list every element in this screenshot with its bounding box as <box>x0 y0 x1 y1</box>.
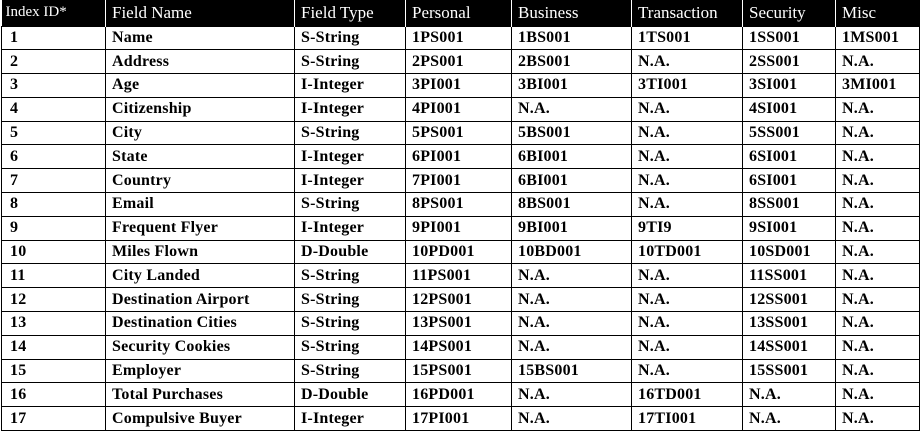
cell-business: N.A. <box>512 288 632 312</box>
table-row <box>2 121 920 145</box>
cell-transaction: 16TD001 <box>632 383 743 407</box>
cell-field-name: State <box>106 145 295 169</box>
cell-business: 6BI001 <box>512 145 632 169</box>
cell-personal: 11PS001 <box>406 264 512 288</box>
table-row <box>2 216 920 240</box>
cell-security: 8SS001 <box>743 193 836 217</box>
cell-index-id: 14 <box>2 335 106 359</box>
cell-security: 13SS001 <box>743 312 836 336</box>
cell-field-type: S-String <box>295 264 406 288</box>
cell-index-id: 2 <box>2 50 106 74</box>
cell-transaction: N.A. <box>632 169 743 193</box>
cell-field-type: I-Integer <box>295 407 406 431</box>
cell-field-name: Email <box>106 193 295 217</box>
cell-personal: 16PD001 <box>406 383 512 407</box>
cell-business: 2BS001 <box>512 50 632 74</box>
cell-index-id: 16 <box>2 383 106 407</box>
cell-security: 2SS001 <box>743 50 836 74</box>
cell-index-id: 4 <box>2 97 106 121</box>
cell-field-name: Security Cookies <box>106 335 295 359</box>
cell-field-type: D-Double <box>295 240 406 264</box>
cell-field-name: Miles Flown <box>106 240 295 264</box>
cell-field-type: S-String <box>295 193 406 217</box>
table-row <box>2 50 920 74</box>
table-row <box>2 359 920 383</box>
cell-misc: N.A. <box>836 145 920 169</box>
table-body <box>2 26 920 431</box>
cell-misc: N.A. <box>836 193 920 217</box>
header-personal: Personal <box>406 0 512 26</box>
cell-transaction: 10TD001 <box>632 240 743 264</box>
cell-transaction: 1TS001 <box>632 26 743 50</box>
cell-index-id: 7 <box>2 169 106 193</box>
cell-field-name: City <box>106 121 295 145</box>
cell-business: N.A. <box>512 335 632 359</box>
cell-misc: N.A. <box>836 383 920 407</box>
field-index-table <box>1 0 920 431</box>
cell-business: 8BS001 <box>512 193 632 217</box>
cell-misc: 1MS001 <box>836 26 920 50</box>
cell-personal: 17PI001 <box>406 407 512 431</box>
cell-business: 15BS001 <box>512 359 632 383</box>
cell-index-id: 13 <box>2 312 106 336</box>
cell-field-type: S-String <box>295 288 406 312</box>
cell-index-id: 5 <box>2 121 106 145</box>
cell-security: 6SI001 <box>743 169 836 193</box>
header-business: Business <box>512 0 632 26</box>
cell-transaction: N.A. <box>632 359 743 383</box>
cell-field-type: I-Integer <box>295 97 406 121</box>
cell-field-name: Total Purchases <box>106 383 295 407</box>
cell-personal: 4PI001 <box>406 97 512 121</box>
cell-personal: 7PI001 <box>406 169 512 193</box>
cell-personal: 5PS001 <box>406 121 512 145</box>
cell-transaction: N.A. <box>632 97 743 121</box>
cell-field-type: S-String <box>295 50 406 74</box>
cell-business: N.A. <box>512 264 632 288</box>
cell-field-type: S-String <box>295 359 406 383</box>
cell-field-type: S-String <box>295 312 406 336</box>
cell-field-name: Age <box>106 74 295 98</box>
table-row <box>2 97 920 121</box>
cell-field-type: I-Integer <box>295 74 406 98</box>
cell-transaction: N.A. <box>632 312 743 336</box>
table-row <box>2 169 920 193</box>
cell-misc: N.A. <box>836 407 920 431</box>
cell-security: 14SS001 <box>743 335 836 359</box>
cell-business: N.A. <box>512 312 632 336</box>
cell-transaction: N.A. <box>632 288 743 312</box>
cell-misc: N.A. <box>836 240 920 264</box>
cell-personal: 10PD001 <box>406 240 512 264</box>
cell-field-name: Citizenship <box>106 97 295 121</box>
cell-security: 11SS001 <box>743 264 836 288</box>
cell-security: 3SI001 <box>743 74 836 98</box>
cell-business: 5BS001 <box>512 121 632 145</box>
cell-security: 6SI001 <box>743 145 836 169</box>
cell-index-id: 8 <box>2 193 106 217</box>
cell-index-id: 15 <box>2 359 106 383</box>
cell-misc: N.A. <box>836 335 920 359</box>
cell-index-id: 12 <box>2 288 106 312</box>
cell-field-type: I-Integer <box>295 216 406 240</box>
table-row <box>2 288 920 312</box>
cell-field-name: Compulsive Buyer <box>106 407 295 431</box>
cell-index-id: 1 <box>2 26 106 50</box>
cell-business: 1BS001 <box>512 26 632 50</box>
cell-index-id: 6 <box>2 145 106 169</box>
cell-transaction: N.A. <box>632 50 743 74</box>
header-index-id: Index ID* <box>2 0 106 26</box>
cell-personal: 12PS001 <box>406 288 512 312</box>
header-misc: Misc <box>836 0 920 26</box>
table-row <box>2 407 920 431</box>
cell-business: N.A. <box>512 383 632 407</box>
header-field-name: Field Name <box>106 0 295 26</box>
cell-transaction: 9TI9 <box>632 216 743 240</box>
table-row <box>2 74 920 98</box>
cell-field-name: Country <box>106 169 295 193</box>
cell-field-type: D-Double <box>295 383 406 407</box>
table-row <box>2 264 920 288</box>
table-row <box>2 383 920 407</box>
cell-personal: 15PS001 <box>406 359 512 383</box>
table-row <box>2 312 920 336</box>
cell-business: N.A. <box>512 97 632 121</box>
cell-business: 3BI001 <box>512 74 632 98</box>
table-row <box>2 240 920 264</box>
cell-misc: N.A. <box>836 264 920 288</box>
cell-personal: 3PI001 <box>406 74 512 98</box>
cell-index-id: 11 <box>2 264 106 288</box>
cell-business: 6BI001 <box>512 169 632 193</box>
cell-business: 9BI001 <box>512 216 632 240</box>
header-field-type: Field Type <box>295 0 406 26</box>
cell-transaction: N.A. <box>632 145 743 169</box>
cell-security: 9SI001 <box>743 216 836 240</box>
cell-index-id: 9 <box>2 216 106 240</box>
cell-business: N.A. <box>512 407 632 431</box>
cell-personal: 1PS001 <box>406 26 512 50</box>
header-security: Security <box>743 0 836 26</box>
cell-transaction: N.A. <box>632 335 743 359</box>
cell-field-type: I-Integer <box>295 169 406 193</box>
cell-field-name: Frequent Flyer <box>106 216 295 240</box>
cell-security: N.A. <box>743 407 836 431</box>
cell-index-id: 17 <box>2 407 106 431</box>
table-row <box>2 26 920 50</box>
cell-transaction: 17TI001 <box>632 407 743 431</box>
cell-security: 10SD001 <box>743 240 836 264</box>
cell-security: N.A. <box>743 383 836 407</box>
cell-field-type: S-String <box>295 335 406 359</box>
header-row <box>2 0 920 26</box>
cell-personal: 13PS001 <box>406 312 512 336</box>
cell-field-name: Name <box>106 26 295 50</box>
cell-misc: N.A. <box>836 359 920 383</box>
table-row <box>2 145 920 169</box>
cell-field-type: S-String <box>295 121 406 145</box>
table-row <box>2 335 920 359</box>
cell-misc: 3MI001 <box>836 74 920 98</box>
cell-business: 10BD001 <box>512 240 632 264</box>
cell-security: 5SS001 <box>743 121 836 145</box>
cell-index-id: 10 <box>2 240 106 264</box>
cell-personal: 14PS001 <box>406 335 512 359</box>
cell-misc: N.A. <box>836 312 920 336</box>
cell-transaction: N.A. <box>632 264 743 288</box>
cell-index-id: 3 <box>2 74 106 98</box>
cell-personal: 8PS001 <box>406 193 512 217</box>
table-row <box>2 193 920 217</box>
cell-field-name: Address <box>106 50 295 74</box>
cell-field-name: Destination Cities <box>106 312 295 336</box>
cell-field-name: Employer <box>106 359 295 383</box>
cell-misc: N.A. <box>836 216 920 240</box>
table-header <box>2 0 920 26</box>
cell-field-name: Destination Airport <box>106 288 295 312</box>
cell-security: 1SS001 <box>743 26 836 50</box>
cell-personal: 2PS001 <box>406 50 512 74</box>
cell-misc: N.A. <box>836 288 920 312</box>
cell-security: 12SS001 <box>743 288 836 312</box>
cell-transaction: N.A. <box>632 193 743 217</box>
cell-misc: N.A. <box>836 97 920 121</box>
cell-field-type: S-String <box>295 26 406 50</box>
header-transaction: Transaction <box>632 0 743 26</box>
cell-security: 15SS001 <box>743 359 836 383</box>
cell-misc: N.A. <box>836 169 920 193</box>
cell-field-type: I-Integer <box>295 145 406 169</box>
cell-field-name: City Landed <box>106 264 295 288</box>
cell-misc: N.A. <box>836 121 920 145</box>
cell-transaction: N.A. <box>632 121 743 145</box>
cell-personal: 9PI001 <box>406 216 512 240</box>
cell-transaction: 3TI001 <box>632 74 743 98</box>
cell-personal: 6PI001 <box>406 145 512 169</box>
cell-security: 4SI001 <box>743 97 836 121</box>
cell-misc: N.A. <box>836 50 920 74</box>
